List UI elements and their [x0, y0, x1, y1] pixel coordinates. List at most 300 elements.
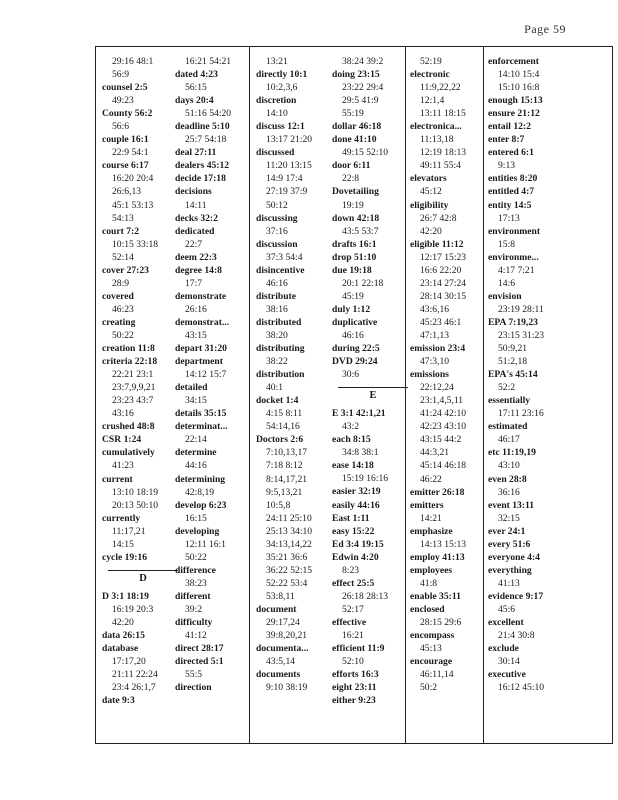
index-entry	[488, 616, 570, 642]
index-entry	[488, 551, 570, 564]
index-entry	[488, 133, 570, 146]
index-term: down 42:18	[332, 212, 380, 224]
index-term: environment	[488, 225, 541, 237]
index-entry	[332, 68, 414, 120]
page-line-refs: 41:13	[498, 577, 520, 589]
column-divider	[249, 47, 250, 743]
index-term: degree 14:8	[175, 264, 222, 276]
index-entry	[488, 525, 570, 538]
index-entry	[488, 668, 570, 694]
index-entry	[175, 407, 257, 420]
page-line-refs: 11:17,21	[112, 525, 146, 537]
index-term: ever 24:1	[488, 525, 526, 537]
index-entry	[488, 394, 570, 420]
page-line-refs: 17:13	[498, 212, 520, 224]
index-term: cover 27:23	[102, 264, 149, 276]
index-term: CSR 1:24	[102, 434, 142, 446]
page-line-refs: 14:10 15:4	[498, 69, 540, 81]
index-term: determine	[175, 447, 217, 459]
index-entry	[410, 525, 492, 551]
page-line-refs: 23:23 43:7	[112, 395, 154, 407]
index-entry	[102, 133, 184, 159]
index-term: decks 32:2	[175, 212, 218, 224]
page-line-refs: 16:19 20:3	[112, 603, 154, 615]
index-entry	[410, 564, 492, 590]
index-term: even 28:8	[488, 473, 527, 485]
page-line-refs: 39:8,20,21	[266, 630, 308, 642]
index-entry	[488, 420, 570, 446]
page-line-refs: 28:14 30:15	[420, 290, 467, 302]
index-term: drafts 16:1	[332, 238, 377, 250]
index-entry	[332, 668, 414, 681]
page-line-refs: 29:5 41:9	[342, 95, 379, 107]
page-line-refs: 22:7	[185, 238, 203, 250]
index-term: department	[175, 356, 223, 368]
page-line-refs: 20:13 50:10	[112, 499, 159, 511]
index-entry	[332, 577, 414, 616]
page-line-refs: 30:14	[498, 656, 520, 668]
page-line-refs: 36:22 52:15	[266, 564, 313, 576]
index-term: duly 1:12	[332, 303, 371, 315]
index-term: current	[102, 473, 133, 485]
page-line-refs: 43:2	[342, 421, 360, 433]
index-entry	[332, 55, 414, 68]
page-line-refs: 26:18 28:13	[342, 590, 389, 602]
page-line-refs: 9:10 38:19	[266, 682, 308, 694]
index-term: discussion	[256, 238, 298, 250]
page-line-refs: 23:1,4,5,11	[420, 395, 464, 407]
index-entry	[175, 655, 257, 681]
page-line-refs: 13:10 18:19	[112, 486, 159, 498]
page-line-refs: 43:15 44:2	[420, 434, 462, 446]
index-term: entered 6:1	[488, 147, 534, 159]
page-line-refs: 42:20	[112, 616, 134, 628]
index-term: DVD 29:24	[332, 356, 378, 368]
index-term: emissions	[410, 369, 449, 381]
index-term: court 7:2	[102, 225, 140, 237]
index-term: distribution	[256, 369, 305, 381]
index-entry	[410, 199, 492, 238]
index-entry	[175, 473, 257, 499]
index-entry	[332, 238, 414, 251]
index-entry	[102, 342, 184, 355]
page-line-refs: 46:23	[112, 303, 134, 315]
page-line-refs: 14:11	[185, 199, 207, 211]
index-entry	[256, 433, 338, 603]
page-line-refs: 41:12	[185, 630, 207, 642]
index-term: creating	[102, 316, 136, 328]
index-entry	[102, 446, 184, 472]
index-term: demonstrat...	[175, 316, 230, 328]
index-entry	[488, 642, 570, 668]
index-entry	[488, 107, 570, 120]
page-line-refs: 42:8,19	[185, 486, 215, 498]
index-column-3	[256, 55, 338, 694]
index-term: emphasize	[410, 525, 453, 537]
index-entry	[175, 525, 257, 564]
page-line-refs: 15:10 16:8	[498, 82, 540, 94]
page-line-refs: 4:15 8:11	[266, 408, 303, 420]
index-term: data 26:15	[102, 629, 145, 641]
page-line-refs: 35:21 36:6	[266, 551, 308, 563]
index-term: EPA 7:19,23	[488, 316, 538, 328]
page-line-refs: 54:13	[112, 212, 134, 224]
page-line-refs: 22:14	[185, 434, 207, 446]
index-term: creation 11:8	[102, 343, 155, 355]
index-term: enclosed	[410, 603, 445, 615]
page-line-refs: 46:22	[420, 473, 442, 485]
index-term: done 41:10	[332, 134, 377, 146]
index-term: employees	[410, 564, 453, 576]
index-term: excellent	[488, 617, 524, 629]
index-term: duplicative	[332, 316, 378, 328]
index-entry	[102, 264, 184, 290]
page-line-refs: 16:6 22:20	[420, 264, 462, 276]
index-term: difficulty	[175, 617, 213, 629]
index-term: estimated	[488, 421, 528, 433]
index-entry	[175, 564, 257, 590]
page-line-refs: 43:16	[112, 408, 134, 420]
page-line-refs: 24:11 25:10	[266, 512, 312, 524]
index-term: enter 8:7	[488, 134, 525, 146]
page-line-refs: 30:6	[342, 369, 360, 381]
page-line-refs: 19:19	[342, 199, 364, 211]
page-line-refs: 22:21 23:1	[112, 369, 154, 381]
index-entry	[410, 590, 492, 603]
index-entry	[332, 355, 414, 381]
index-entry	[102, 107, 184, 133]
page-line-refs: 55:19	[342, 108, 364, 120]
index-term: date 9:3	[102, 695, 135, 707]
page-line-refs: 34:15	[185, 395, 207, 407]
index-term: details 35:15	[175, 408, 227, 420]
page-line-refs: 16:12 45:10	[498, 682, 545, 694]
page-line-refs: 32:15	[498, 512, 520, 524]
page-line-refs: 23:22 29:4	[342, 82, 384, 94]
page-line-refs: 21:11 22:24	[112, 669, 158, 681]
page-line-refs: 14:15	[112, 538, 134, 550]
page-line-refs: 14:13 15:13	[420, 538, 467, 550]
index-term: entities 8:20	[488, 173, 538, 185]
page-line-refs: 34:8 38:1	[342, 447, 379, 459]
index-entry	[488, 146, 570, 172]
page-line-refs: 47:1,13	[420, 329, 450, 341]
index-entry	[332, 694, 414, 707]
index-term: event 13:11	[488, 499, 535, 511]
page-line-refs: 37:3 54:4	[266, 251, 303, 263]
index-entry	[488, 538, 570, 551]
index-term: East 1:11	[332, 512, 370, 524]
page-line-refs: 29:16 48:1	[112, 56, 154, 67]
section-letter-label: E	[369, 390, 377, 402]
page-line-refs: 17:11 23:16	[498, 408, 544, 420]
page-line-refs: 13:11 18:15	[420, 108, 466, 120]
index-entry	[332, 616, 414, 642]
page-line-refs: 42:20	[420, 225, 442, 237]
index-term: currently	[102, 512, 141, 524]
index-entry	[332, 525, 414, 538]
index-entry	[256, 603, 338, 642]
index-term: different	[175, 590, 211, 602]
page-line-refs: 15:19 16:16	[342, 473, 389, 485]
index-entry	[175, 316, 257, 342]
index-term: discussing	[256, 212, 298, 224]
page-line-refs: 45:23 46:1	[420, 316, 462, 328]
page-line-refs: 45:19	[342, 290, 364, 302]
index-term: deal 27:11	[175, 147, 217, 159]
index-term: either 9:23	[332, 695, 376, 707]
page-line-refs: 49:15 52:10	[342, 147, 389, 159]
index-entry	[332, 459, 414, 485]
index-entry	[256, 394, 338, 433]
index-term: dated 4:23	[175, 69, 218, 81]
index-column-5	[410, 55, 492, 694]
index-term: entity 14:5	[488, 199, 532, 211]
index-entry	[102, 225, 184, 264]
index-entry	[332, 264, 414, 303]
index-term: decisions	[175, 186, 212, 198]
index-term: door 6:11	[332, 160, 371, 172]
page-line-refs: 43:5 53:7	[342, 225, 379, 237]
page-line-refs: 10:5,8	[266, 499, 291, 511]
index-entry	[332, 316, 414, 342]
index-term: everything	[488, 564, 532, 576]
index-term: documents	[256, 669, 301, 681]
index-entry	[175, 381, 257, 407]
index-term: distributing	[256, 343, 305, 355]
page-line-refs: 26:6,13	[112, 186, 142, 198]
page-line-refs: 52:17	[342, 603, 364, 615]
index-entry	[332, 159, 414, 185]
index-term: covered	[102, 290, 134, 302]
index-entry	[102, 473, 184, 512]
page-line-refs: 42:23 43:10	[420, 421, 467, 433]
index-term: executive	[488, 669, 526, 681]
index-term: easily 44:16	[332, 499, 380, 511]
page-line-refs: 43:10	[498, 460, 520, 472]
page-line-refs: 16:15	[185, 512, 207, 524]
index-entry	[256, 264, 338, 290]
index-term: environme...	[488, 251, 539, 263]
index-entry	[332, 485, 414, 498]
index-term: essentially	[488, 395, 531, 407]
index-entry	[175, 212, 257, 225]
page-line-refs: 12:17 15:23	[420, 251, 467, 263]
index-term: Ed 3:4 19:15	[332, 538, 384, 550]
page-line-refs: 17:17,20	[112, 656, 146, 668]
page-line-refs: 50:9,21	[498, 343, 528, 355]
index-term: electronica...	[410, 121, 462, 133]
page-line-refs: 17:7	[185, 277, 203, 289]
page-line-refs: 26:16	[185, 303, 207, 315]
index-entry	[332, 681, 414, 694]
index-term: elevators	[410, 173, 447, 185]
page-line-refs: 22:9 54:1	[112, 147, 149, 159]
index-entry	[332, 212, 414, 238]
index-entry	[175, 159, 257, 172]
index-term: effect 25:5	[332, 577, 375, 589]
index-term: everyone 4:4	[488, 551, 540, 563]
page-line-refs: 13:17 21:20	[266, 134, 313, 146]
index-column-1	[102, 55, 184, 707]
index-entry	[332, 133, 414, 159]
page-line-refs: 14:21	[420, 512, 442, 524]
index-term: encourage	[410, 656, 453, 668]
page-line-refs: 50:12	[266, 199, 288, 211]
index-term: cumulatively	[102, 447, 155, 459]
index-term: entail 12:2	[488, 121, 531, 133]
page-line-refs: 16:21 54:21	[185, 56, 232, 67]
page-line-refs: 51:2,18	[498, 356, 528, 368]
page-line-refs: 4:17 7:21	[498, 264, 535, 276]
page-line-refs: 39:2	[185, 603, 203, 615]
page-line-refs: 52:2	[498, 382, 516, 394]
page-line-refs: 43:15	[185, 329, 207, 341]
page-line-refs: 12:19 18:13	[420, 147, 467, 159]
index-entry	[488, 120, 570, 133]
index-entry	[175, 642, 257, 655]
page-line-refs: 16:21	[342, 629, 364, 641]
index-term: database	[102, 643, 139, 655]
index-entry	[256, 55, 338, 68]
page-line-refs: 45:14 46:18	[420, 460, 467, 472]
index-entry	[102, 420, 184, 433]
index-entry	[488, 94, 570, 107]
page-line-refs: 28:15 29:6	[420, 617, 462, 629]
index-term: deadline 5:10	[175, 121, 230, 133]
index-term: discuss 12:1	[256, 121, 305, 133]
index-term: eligibility	[410, 199, 449, 211]
index-entry	[102, 512, 184, 551]
page-line-refs: 23:4 26:1,7	[112, 682, 156, 694]
page-line-refs: 23:7,9,9,21	[112, 382, 156, 394]
page-line-refs: 46:11,14	[420, 669, 454, 681]
index-term: employ 41:13	[410, 551, 465, 563]
page-line-refs: 26:7 42:8	[420, 212, 457, 224]
index-entry	[488, 316, 570, 368]
index-term: Edwin 4:20	[332, 551, 379, 563]
page-line-refs: 21:4 30:8	[498, 630, 535, 642]
page-line-refs: 12:1,4	[420, 95, 445, 107]
index-term: detailed	[175, 382, 208, 394]
index-entry	[175, 264, 257, 290]
index-term: eight 23:11	[332, 682, 377, 694]
page-line-refs: 15:8	[498, 238, 516, 250]
index-entry	[332, 499, 414, 512]
index-entry	[175, 499, 257, 525]
page-line-refs: 23:19 28:11	[498, 303, 544, 315]
page-line-refs: 7:10,13,17	[266, 447, 308, 459]
page-line-refs: 10:2,3,6	[266, 82, 298, 94]
index-entry	[332, 512, 414, 525]
index-term: due 19:18	[332, 264, 372, 276]
index-entry	[175, 420, 257, 446]
index-term: emission 23:4	[410, 343, 466, 355]
page-line-refs: 11:13,18	[420, 134, 454, 146]
page-line-refs: 22:8	[342, 173, 360, 185]
page-line-refs: 9:13	[498, 160, 516, 172]
index-term: emitter 26:18	[410, 486, 465, 498]
index-entry	[256, 290, 338, 316]
index-term: Dovetailing	[332, 186, 379, 198]
index-term: distributed	[256, 316, 302, 328]
index-entry	[256, 120, 338, 146]
index-term: EPA's 45:14	[488, 369, 538, 381]
page-line-refs: 7:18 8:12	[266, 460, 303, 472]
index-term: during 22:5	[332, 343, 380, 355]
page-line-refs: 43:5,14	[266, 656, 296, 668]
index-term: evidence 9:17	[488, 590, 544, 602]
page-line-refs: 41:8	[420, 577, 438, 589]
index-entry	[488, 368, 570, 394]
index-entry	[102, 642, 184, 694]
page-line-refs: 8:23	[342, 564, 360, 576]
column-divider	[483, 47, 484, 743]
index-entry	[102, 290, 184, 316]
index-entry	[102, 551, 184, 564]
index-entry	[175, 172, 257, 185]
page-line-refs: 45:13	[420, 643, 442, 655]
index-column-2	[175, 55, 257, 694]
page-line-refs: 34:13,14,22	[266, 538, 312, 550]
page-line-refs: 54:14,16	[266, 421, 300, 433]
page-line-refs: 9:5,13,21	[266, 486, 303, 498]
index-term: effective	[332, 616, 367, 628]
index-entry	[488, 290, 570, 316]
index-term: drop 51:10	[332, 251, 377, 263]
index-term: efforts 16:3	[332, 669, 379, 681]
index-term: doing 23:15	[332, 69, 380, 81]
index-entry	[175, 681, 257, 694]
page-line-refs: 52:19	[420, 56, 442, 67]
index-term: criteria 22:18	[102, 356, 158, 368]
index-column-6	[488, 55, 570, 694]
index-term: course 6:17	[102, 160, 149, 172]
index-term: directly 10:1	[256, 69, 308, 81]
index-entry	[256, 212, 338, 238]
index-term: decide 17:18	[175, 173, 226, 185]
index-term: enable 35:11	[410, 590, 461, 602]
page-line-refs: 23:14 27:24	[420, 277, 467, 289]
index-entry	[410, 120, 492, 172]
index-entry	[175, 55, 257, 68]
index-term: electronic	[410, 69, 450, 81]
page-line-refs: 45:12	[420, 186, 442, 198]
index-entry	[488, 590, 570, 616]
column-divider	[405, 47, 406, 743]
index-term: D 3:1 18:19	[102, 590, 149, 602]
index-term: direct 28:17	[175, 643, 224, 655]
index-term: eligible 11:12	[410, 238, 464, 250]
page-line-refs: 52:22 53:4	[266, 577, 308, 589]
index-entry	[102, 355, 184, 420]
index-term: directed 5:1	[175, 656, 224, 668]
page-line-refs: 38:22	[266, 356, 288, 368]
index-entry	[175, 251, 257, 264]
index-term: easier 32:19	[332, 486, 381, 498]
page-line-refs: 41:23	[112, 460, 134, 472]
index-term: ensure 21:12	[488, 108, 540, 120]
page-line-refs: 50:22	[185, 551, 207, 563]
index-term: every 51:6	[488, 538, 531, 550]
index-term: document	[256, 603, 297, 615]
index-entry	[410, 55, 492, 68]
page-line-refs: 38:20	[266, 329, 288, 341]
index-entry	[488, 55, 570, 94]
index-entry	[256, 238, 338, 264]
index-term: direction	[175, 682, 212, 694]
section-rule	[108, 570, 178, 571]
